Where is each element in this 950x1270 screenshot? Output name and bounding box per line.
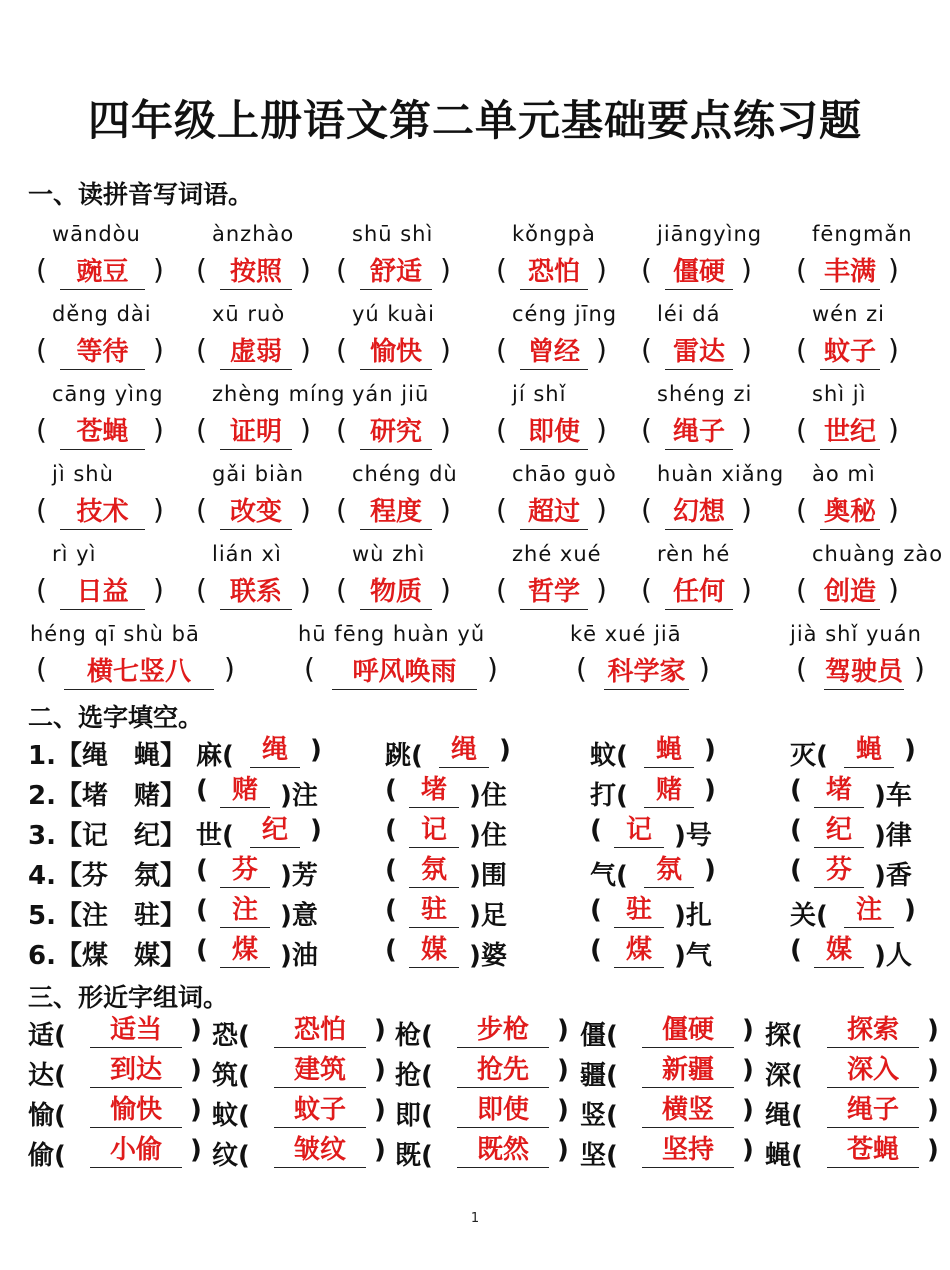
answer-word: 联系 bbox=[220, 575, 292, 610]
pinyin-label: wén zi bbox=[812, 302, 885, 326]
left-paren: ( bbox=[796, 253, 807, 286]
right-paren: ) bbox=[742, 1095, 754, 1125]
source-character: 深( bbox=[765, 1061, 803, 1091]
choice-label: 2.【堵 赌】 bbox=[28, 781, 186, 811]
choice-suffix: ) bbox=[310, 815, 322, 845]
right-paren: ) bbox=[927, 1095, 939, 1125]
compound-word: 到达 bbox=[90, 1053, 182, 1088]
pinyin-label: jiāngyìng bbox=[657, 222, 763, 246]
pinyin-label: rì yì bbox=[52, 542, 97, 566]
answer-word: 世纪 bbox=[820, 415, 880, 450]
choice-label: 1.【绳 蝇】 bbox=[28, 741, 186, 771]
choice-suffix: )住 bbox=[469, 821, 507, 851]
choice-suffix: )围 bbox=[469, 861, 507, 891]
right-paren: ) bbox=[888, 253, 899, 286]
right-paren: ) bbox=[153, 413, 164, 446]
pinyin-label: hū fēng huàn yǔ bbox=[298, 622, 486, 646]
right-paren: ) bbox=[440, 573, 451, 606]
choice-prefix: ( bbox=[196, 935, 208, 965]
left-paren: ( bbox=[796, 333, 807, 366]
choice-label: 6.【煤 媒】 bbox=[28, 941, 186, 971]
right-paren: ) bbox=[927, 1135, 939, 1165]
answer-word: 创造 bbox=[820, 575, 880, 610]
right-paren: ) bbox=[153, 493, 164, 526]
pinyin-label: shū shì bbox=[352, 222, 434, 246]
left-paren: ( bbox=[36, 333, 47, 366]
choice-suffix: )号 bbox=[674, 821, 712, 851]
answer-word: 幻想 bbox=[665, 495, 733, 530]
right-paren: ) bbox=[888, 573, 899, 606]
pinyin-label: jià shǐ yuán bbox=[790, 622, 922, 646]
compound-word: 僵硬 bbox=[642, 1013, 734, 1048]
choice-suffix: )香 bbox=[874, 861, 912, 891]
answer-word: 程度 bbox=[360, 495, 432, 530]
choice-suffix: )气 bbox=[674, 941, 712, 971]
choice-label: 3.【记 纪】 bbox=[28, 821, 186, 851]
pinyin-label: děng dài bbox=[52, 302, 152, 326]
source-character: 偷( bbox=[28, 1141, 66, 1171]
source-character: 蝇( bbox=[765, 1141, 803, 1171]
right-paren: ) bbox=[927, 1055, 939, 1085]
compound-word: 绳子 bbox=[827, 1093, 919, 1128]
answer-word: 改变 bbox=[220, 495, 292, 530]
answer-word: 哲学 bbox=[520, 575, 588, 610]
choice-suffix: ) bbox=[704, 775, 716, 805]
choice-suffix: )婆 bbox=[469, 941, 507, 971]
choice-answer: 煤 bbox=[220, 933, 270, 968]
choice-prefix: 跳( bbox=[385, 741, 423, 771]
choice-prefix: ( bbox=[590, 895, 602, 925]
pinyin-label: ào mì bbox=[812, 462, 876, 486]
left-paren: ( bbox=[336, 573, 347, 606]
right-paren: ) bbox=[300, 493, 311, 526]
answer-word: 呼风唤雨 bbox=[332, 655, 477, 690]
right-paren: ) bbox=[888, 333, 899, 366]
source-character: 疆( bbox=[580, 1061, 618, 1091]
left-paren: ( bbox=[496, 253, 507, 286]
choice-prefix: 世( bbox=[196, 821, 234, 851]
choice-suffix: ) bbox=[904, 735, 916, 765]
left-paren: ( bbox=[496, 333, 507, 366]
left-paren: ( bbox=[36, 573, 47, 606]
choice-prefix: ( bbox=[385, 895, 397, 925]
right-paren: ) bbox=[742, 1015, 754, 1045]
choice-prefix: ( bbox=[385, 855, 397, 885]
choice-answer: 纪 bbox=[250, 813, 300, 848]
choice-answer: 氛 bbox=[409, 853, 459, 888]
answer-word: 绳子 bbox=[665, 415, 733, 450]
compound-word: 皱纹 bbox=[274, 1133, 366, 1168]
pinyin-label: zhèng míng bbox=[212, 382, 346, 406]
page-title: 四年级上册语文第二单元基础要点练习题 bbox=[87, 96, 862, 145]
source-character: 纹( bbox=[212, 1141, 250, 1171]
answer-word: 豌豆 bbox=[60, 255, 145, 290]
left-paren: ( bbox=[196, 253, 207, 286]
right-paren: ) bbox=[742, 1135, 754, 1165]
pinyin-label: chéng dù bbox=[352, 462, 458, 486]
right-paren: ) bbox=[741, 413, 752, 446]
choice-answer: 蝇 bbox=[644, 733, 694, 768]
answer-word: 物质 bbox=[360, 575, 432, 610]
choice-prefix: ( bbox=[196, 895, 208, 925]
right-paren: ) bbox=[596, 413, 607, 446]
source-character: 抢( bbox=[395, 1061, 433, 1091]
page-number: 1 bbox=[470, 1211, 480, 1226]
right-paren: ) bbox=[927, 1015, 939, 1045]
right-paren: ) bbox=[596, 573, 607, 606]
choice-answer: 赌 bbox=[220, 773, 270, 808]
answer-word: 按照 bbox=[220, 255, 292, 290]
answer-word: 苍蝇 bbox=[60, 415, 145, 450]
pinyin-label: léi dá bbox=[657, 302, 721, 326]
choice-suffix: )意 bbox=[280, 901, 318, 931]
choice-suffix: ) bbox=[704, 855, 716, 885]
right-paren: ) bbox=[557, 1135, 569, 1165]
answer-word: 日益 bbox=[60, 575, 145, 610]
left-paren: ( bbox=[576, 652, 587, 685]
choice-answer: 注 bbox=[220, 893, 270, 928]
choice-suffix: )住 bbox=[469, 781, 507, 811]
source-character: 竖( bbox=[580, 1101, 618, 1131]
left-paren: ( bbox=[36, 413, 47, 446]
left-paren: ( bbox=[796, 413, 807, 446]
choice-prefix: 麻( bbox=[196, 741, 234, 771]
pinyin-label: zhé xué bbox=[512, 542, 602, 566]
pinyin-label: céng jīng bbox=[512, 302, 618, 326]
left-paren: ( bbox=[496, 413, 507, 446]
right-paren: ) bbox=[742, 1055, 754, 1085]
choice-prefix: ( bbox=[196, 775, 208, 805]
choice-answer: 煤 bbox=[614, 933, 664, 968]
left-paren: ( bbox=[641, 333, 652, 366]
choice-prefix: ( bbox=[790, 775, 802, 805]
right-paren: ) bbox=[190, 1095, 202, 1125]
compound-word: 横竖 bbox=[642, 1093, 734, 1128]
choice-suffix: ) bbox=[904, 895, 916, 925]
choice-suffix: )注 bbox=[280, 781, 318, 811]
compound-word: 即使 bbox=[457, 1093, 549, 1128]
source-character: 愉( bbox=[28, 1101, 66, 1131]
right-paren: ) bbox=[190, 1055, 202, 1085]
choice-suffix: )扎 bbox=[674, 901, 712, 931]
source-character: 僵( bbox=[580, 1021, 618, 1051]
choice-answer: 驻 bbox=[409, 893, 459, 928]
left-paren: ( bbox=[336, 253, 347, 286]
right-paren: ) bbox=[440, 253, 451, 286]
right-paren: ) bbox=[224, 652, 235, 685]
right-paren: ) bbox=[300, 573, 311, 606]
compound-word: 小偷 bbox=[90, 1133, 182, 1168]
left-paren: ( bbox=[496, 493, 507, 526]
choice-answer: 芬 bbox=[814, 853, 864, 888]
right-paren: ) bbox=[557, 1055, 569, 1085]
left-paren: ( bbox=[36, 493, 47, 526]
right-paren: ) bbox=[596, 333, 607, 366]
answer-word: 等待 bbox=[60, 335, 145, 370]
right-paren: ) bbox=[190, 1015, 202, 1045]
pinyin-label: cāng yìng bbox=[52, 382, 164, 406]
choice-prefix: 气( bbox=[590, 861, 628, 891]
choice-answer: 注 bbox=[844, 893, 894, 928]
choice-answer: 记 bbox=[614, 813, 664, 848]
pinyin-label: rèn hé bbox=[657, 542, 731, 566]
choice-answer: 蝇 bbox=[844, 733, 894, 768]
compound-word: 坚持 bbox=[642, 1133, 734, 1168]
compound-word: 建筑 bbox=[274, 1053, 366, 1088]
choice-suffix: )律 bbox=[874, 821, 912, 851]
left-paren: ( bbox=[36, 652, 47, 685]
right-paren: ) bbox=[300, 413, 311, 446]
choice-suffix: ) bbox=[499, 735, 511, 765]
right-paren: ) bbox=[440, 333, 451, 366]
choice-suffix: ) bbox=[704, 735, 716, 765]
answer-word: 僵硬 bbox=[665, 255, 733, 290]
section-3-heading: 三、形近字组词。 bbox=[28, 983, 229, 1012]
left-paren: ( bbox=[336, 413, 347, 446]
compound-word: 恐怕 bbox=[274, 1013, 366, 1048]
choice-prefix: 打( bbox=[590, 781, 628, 811]
left-paren: ( bbox=[641, 413, 652, 446]
answer-word: 科学家 bbox=[604, 655, 689, 690]
source-character: 枪( bbox=[395, 1021, 433, 1051]
choice-suffix: )车 bbox=[874, 781, 912, 811]
answer-word: 丰满 bbox=[820, 255, 880, 290]
right-paren: ) bbox=[153, 253, 164, 286]
choice-answer: 驻 bbox=[614, 893, 664, 928]
choice-prefix: ( bbox=[790, 815, 802, 845]
compound-word: 深入 bbox=[827, 1053, 919, 1088]
pinyin-label: lián xì bbox=[212, 542, 282, 566]
pinyin-label: yú kuài bbox=[352, 302, 435, 326]
choice-suffix: )足 bbox=[469, 901, 507, 931]
right-paren: ) bbox=[300, 253, 311, 286]
choice-prefix: ( bbox=[790, 855, 802, 885]
answer-word: 即使 bbox=[520, 415, 588, 450]
source-character: 蚊( bbox=[212, 1101, 250, 1131]
right-paren: ) bbox=[153, 573, 164, 606]
pinyin-label: wāndòu bbox=[52, 222, 141, 246]
source-character: 坚( bbox=[580, 1141, 618, 1171]
choice-prefix: ( bbox=[590, 935, 602, 965]
right-paren: ) bbox=[487, 652, 498, 685]
right-paren: ) bbox=[914, 652, 925, 685]
compound-word: 抢先 bbox=[457, 1053, 549, 1088]
choice-label: 4.【芬 氛】 bbox=[28, 861, 186, 891]
right-paren: ) bbox=[741, 493, 752, 526]
pinyin-label: jí shǐ bbox=[512, 382, 567, 406]
pinyin-label: shì jì bbox=[812, 382, 867, 406]
choice-answer: 媒 bbox=[814, 933, 864, 968]
answer-word: 蚊子 bbox=[820, 335, 880, 370]
choice-suffix: ) bbox=[310, 735, 322, 765]
right-paren: ) bbox=[557, 1015, 569, 1045]
pinyin-label: kē xué jiā bbox=[570, 622, 682, 646]
left-paren: ( bbox=[36, 253, 47, 286]
right-paren: ) bbox=[190, 1135, 202, 1165]
answer-word: 恐怕 bbox=[520, 255, 588, 290]
source-character: 探( bbox=[765, 1021, 803, 1051]
choice-prefix: ( bbox=[385, 935, 397, 965]
right-paren: ) bbox=[440, 413, 451, 446]
right-paren: ) bbox=[153, 333, 164, 366]
answer-word: 任何 bbox=[665, 575, 733, 610]
right-paren: ) bbox=[699, 652, 710, 685]
right-paren: ) bbox=[888, 413, 899, 446]
left-paren: ( bbox=[641, 493, 652, 526]
left-paren: ( bbox=[641, 253, 652, 286]
source-character: 既( bbox=[395, 1141, 433, 1171]
choice-answer: 绳 bbox=[250, 733, 300, 768]
pinyin-label: ànzhào bbox=[212, 222, 295, 246]
right-paren: ) bbox=[374, 1135, 386, 1165]
answer-word: 奥秘 bbox=[820, 495, 880, 530]
left-paren: ( bbox=[196, 573, 207, 606]
choice-prefix: ( bbox=[196, 855, 208, 885]
right-paren: ) bbox=[374, 1095, 386, 1125]
section-1-heading: 一、读拼音写词语。 bbox=[28, 180, 254, 209]
choice-suffix: )人 bbox=[874, 941, 912, 971]
left-paren: ( bbox=[196, 493, 207, 526]
right-paren: ) bbox=[374, 1055, 386, 1085]
left-paren: ( bbox=[641, 573, 652, 606]
choice-answer: 氛 bbox=[644, 853, 694, 888]
pinyin-label: chuàng zào bbox=[812, 542, 944, 566]
compound-word: 愉快 bbox=[90, 1093, 182, 1128]
left-paren: ( bbox=[196, 333, 207, 366]
choice-suffix: )油 bbox=[280, 941, 318, 971]
compound-word: 既然 bbox=[457, 1133, 549, 1168]
answer-word: 证明 bbox=[220, 415, 292, 450]
choice-suffix: )芳 bbox=[280, 861, 318, 891]
answer-word: 横七竖八 bbox=[64, 655, 214, 690]
answer-word: 技术 bbox=[60, 495, 145, 530]
left-paren: ( bbox=[336, 493, 347, 526]
choice-answer: 堵 bbox=[814, 773, 864, 808]
right-paren: ) bbox=[741, 253, 752, 286]
choice-answer: 赌 bbox=[644, 773, 694, 808]
pinyin-label: wù zhì bbox=[352, 542, 426, 566]
choice-answer: 芬 bbox=[220, 853, 270, 888]
pinyin-label: huàn xiǎng bbox=[657, 462, 785, 486]
answer-word: 曾经 bbox=[520, 335, 588, 370]
choice-prefix: 灭( bbox=[790, 741, 828, 771]
source-character: 适( bbox=[28, 1021, 66, 1051]
answer-word: 雷达 bbox=[665, 335, 733, 370]
pinyin-label: chāo guò bbox=[512, 462, 617, 486]
pinyin-label: kǒngpà bbox=[512, 222, 596, 246]
right-paren: ) bbox=[888, 493, 899, 526]
compound-word: 适当 bbox=[90, 1013, 182, 1048]
right-paren: ) bbox=[741, 333, 752, 366]
left-paren: ( bbox=[196, 413, 207, 446]
choice-prefix: ( bbox=[385, 775, 397, 805]
choice-answer: 纪 bbox=[814, 813, 864, 848]
choice-prefix: ( bbox=[590, 815, 602, 845]
pinyin-label: shéng zi bbox=[657, 382, 753, 406]
left-paren: ( bbox=[796, 652, 807, 685]
left-paren: ( bbox=[796, 493, 807, 526]
answer-word: 超过 bbox=[520, 495, 588, 530]
choice-answer: 绳 bbox=[439, 733, 489, 768]
compound-word: 步枪 bbox=[457, 1013, 549, 1048]
source-character: 恐( bbox=[212, 1021, 250, 1051]
left-paren: ( bbox=[336, 333, 347, 366]
left-paren: ( bbox=[496, 573, 507, 606]
compound-word: 新疆 bbox=[642, 1053, 734, 1088]
right-paren: ) bbox=[596, 493, 607, 526]
pinyin-label: xū ruò bbox=[212, 302, 286, 326]
right-paren: ) bbox=[440, 493, 451, 526]
pinyin-label: jì shù bbox=[52, 462, 114, 486]
pinyin-label: gǎi biàn bbox=[212, 462, 305, 486]
source-character: 达( bbox=[28, 1061, 66, 1091]
right-paren: ) bbox=[557, 1095, 569, 1125]
source-character: 筑( bbox=[212, 1061, 250, 1091]
choice-prefix: 关( bbox=[790, 901, 828, 931]
right-paren: ) bbox=[374, 1015, 386, 1045]
answer-word: 虚弱 bbox=[220, 335, 292, 370]
source-character: 绳( bbox=[765, 1101, 803, 1131]
section-2-heading: 二、选字填空。 bbox=[28, 703, 204, 732]
compound-word: 苍蝇 bbox=[827, 1133, 919, 1168]
answer-word: 驾驶员 bbox=[824, 655, 904, 690]
answer-word: 愉快 bbox=[360, 335, 432, 370]
compound-word: 蚊子 bbox=[274, 1093, 366, 1128]
answer-word: 研究 bbox=[360, 415, 432, 450]
source-character: 即( bbox=[395, 1101, 433, 1131]
pinyin-label: héng qī shù bā bbox=[30, 622, 200, 646]
right-paren: ) bbox=[300, 333, 311, 366]
answer-word: 舒适 bbox=[360, 255, 432, 290]
compound-word: 探索 bbox=[827, 1013, 919, 1048]
choice-answer: 媒 bbox=[409, 933, 459, 968]
choice-label: 5.【注 驻】 bbox=[28, 901, 186, 931]
choice-prefix: 蚊( bbox=[590, 741, 628, 771]
choice-prefix: ( bbox=[790, 935, 802, 965]
right-paren: ) bbox=[596, 253, 607, 286]
choice-answer: 堵 bbox=[409, 773, 459, 808]
pinyin-label: yán jiū bbox=[352, 382, 430, 406]
left-paren: ( bbox=[304, 652, 315, 685]
choice-answer: 记 bbox=[409, 813, 459, 848]
left-paren: ( bbox=[796, 573, 807, 606]
right-paren: ) bbox=[741, 573, 752, 606]
choice-prefix: ( bbox=[385, 815, 397, 845]
pinyin-label: fēngmǎn bbox=[812, 222, 913, 246]
